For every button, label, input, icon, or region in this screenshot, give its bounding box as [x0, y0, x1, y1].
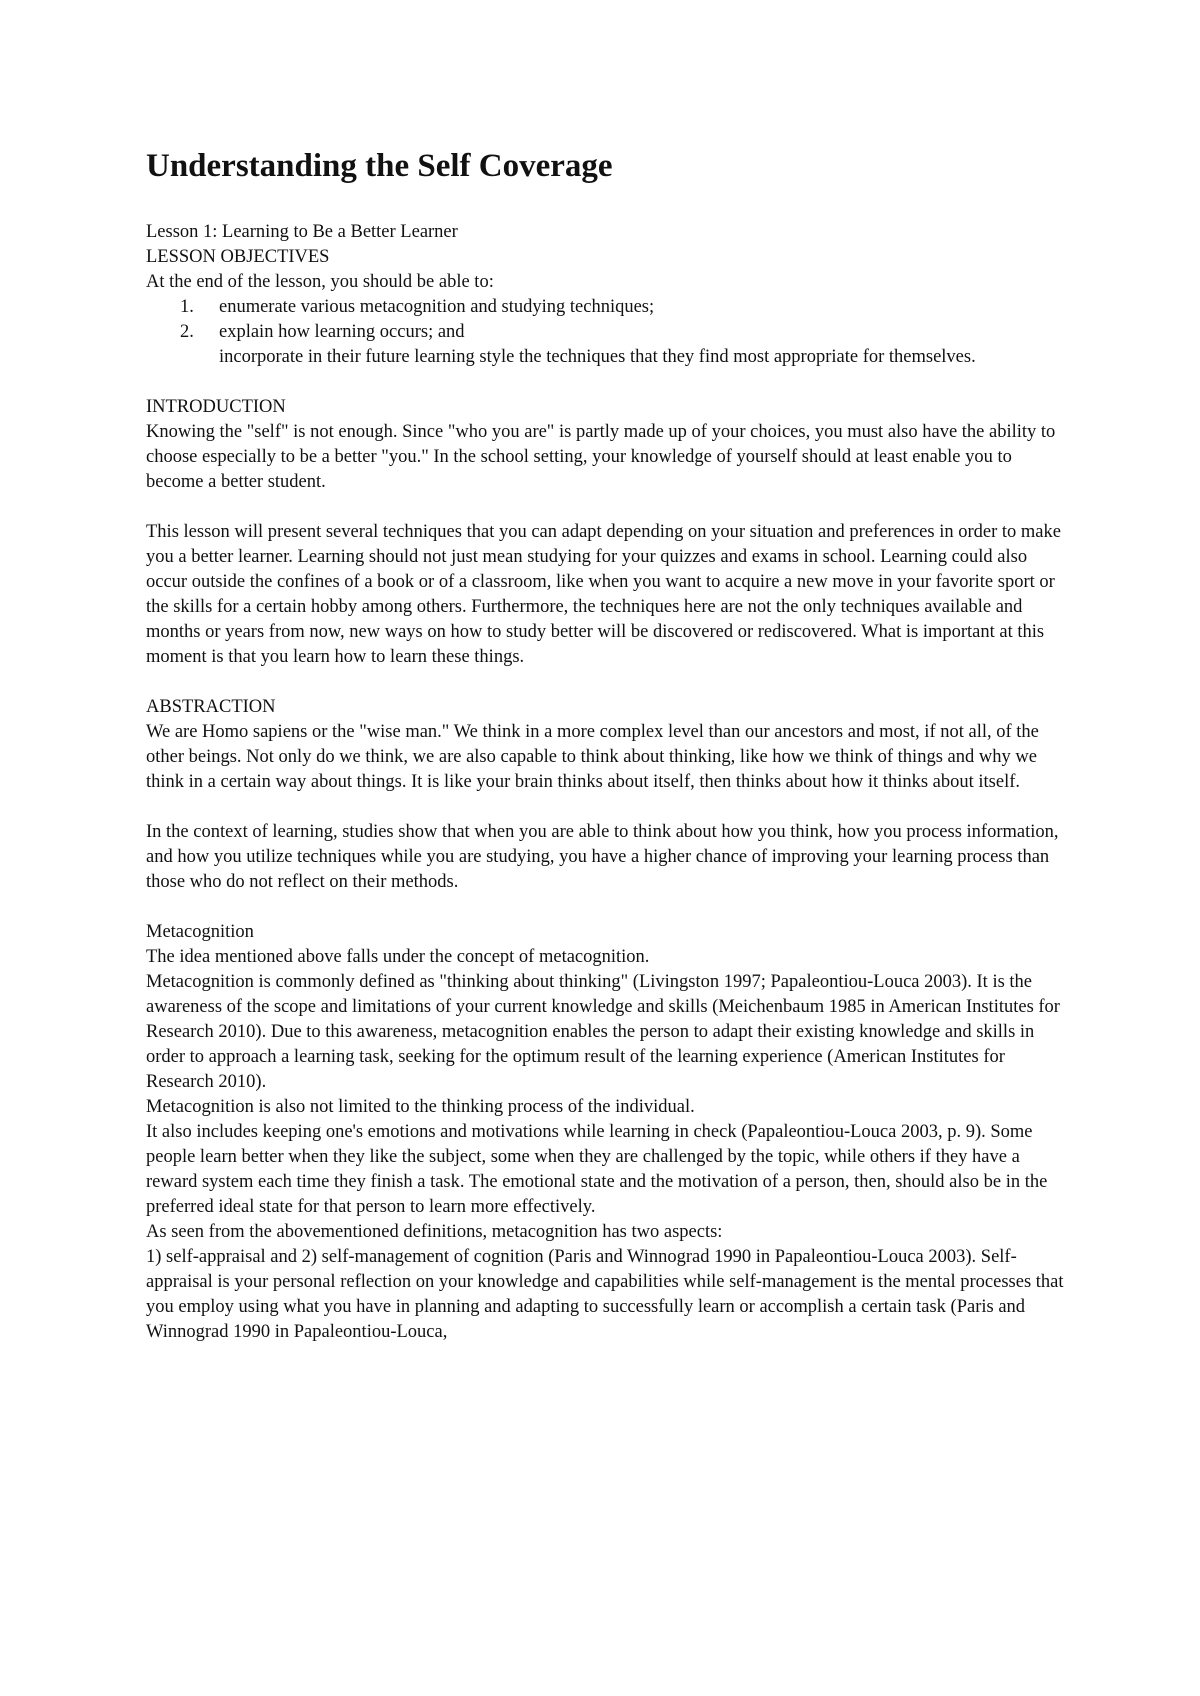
metacognition-line: Metacognition is commonly defined as "thinking about thinking" (Livingston 1997; Papaleontiou-Louca 2003). It is the awareness of the scope and limitations of your current knowledge and skills (Meichenbaum 1985 in American Institutes for Research 2010). Due to this awareness, metacognition enables the person to adapt their existing knowledge and skills in order to approach a learning task, seeking for the optimum result of the learning experience (American Institutes for Research 2010). [146, 972, 1060, 1092]
objective-item [146, 320, 1066, 345]
abstraction-paragraph-1: We are Homo sapiens or the "wise man." We think in a more complex level than our ancestors and most, if not all, of the other beings. Not only do we think, we are also capable to think about thinking, like how we think of things and why we think in a certain way about things. It is like your brain thinks about itself, then thinks about how it thinks about itself. [146, 722, 1039, 792]
metacognition-line: It also includes keeping one's emotions and motivations while learning in check (Papaleontiou-Louca 2003, p. 9). Some people learn better when they like the subject, some when they are challenged by the topic, while others if they have a reward system each time they finish a task. The emotional state and the motivation of a person, then, should also be in the preferred ideal state for that person to learn more effectively. [146, 1122, 1048, 1217]
metacognition-line: As seen from the abovementioned definitions, metacognition has two aspects: [146, 1222, 723, 1242]
objective-number: 2. [180, 322, 194, 342]
abstraction-paragraph-2: In the context of learning, studies show that when you are able to think about how you think, how you process information, and how you utilize techniques while you are studying, you have a higher chance of improving your learning process than those who do not reflect on their methods. [146, 822, 1059, 892]
lesson-title: Lesson 1: Learning to Be a Better Learner [146, 222, 458, 242]
spacer [146, 370, 1066, 395]
metacognition-line: 1) self-appraisal and 2) self-management of cognition (Paris and Winnograd 1990 in Papaleontiou-Louca 2003). Self-appraisal is your personal reflection on your knowledge and capabilities while self-management is the mental processes that you employ using what you have in planning and adapting to successfully learn or accomplish a certain task (Paris and Winnograd 1990 in Papaleontiou-Louca, [146, 1247, 1064, 1342]
objective-text: explain how learning occurs; and [219, 322, 465, 342]
introduction-heading: INTRODUCTION [146, 397, 286, 417]
introduction-paragraph-2: This lesson will present several techniques that you can adapt depending on your situation and preferences in order to make you a better learner. Learning should not just mean studying for your quizzes and exams in school. Learning could also occur outside the confines of a book or of a classroom, like when you want to acquire a new move in your favorite sport or the skills for a certain hobby among others. Furthermore, the techniques here are not the only techniques available and months or years from now, new ways on how to study better will be discovered or rediscovered. What is important at this moment is that you learn how to learn these things. [146, 522, 1061, 667]
metacognition-line: The idea mentioned above falls under the concept of metacognition. [146, 947, 650, 967]
objectives-list [146, 295, 1066, 345]
objective-continuation: incorporate in their future learning style the techniques that they find most appropriate for themselves. [219, 347, 976, 367]
objective-item [146, 295, 1066, 320]
objective-number: 1. [180, 297, 194, 317]
metacognition-heading: Metacognition [146, 922, 254, 942]
objectives-heading: LESSON OBJECTIVES [146, 247, 330, 267]
introduction-paragraph-1: Knowing the "self" is not enough. Since "who you are" is partly made up of your choices, you must also have the ability to choose especially to be a better "you." In the school setting, your knowledge of yourself should at least enable you to become a better student. [146, 422, 1056, 492]
spacer [146, 670, 1066, 695]
spacer [146, 795, 1066, 820]
abstraction-heading: ABSTRACTION [146, 697, 276, 717]
objectives-intro: At the end of the lesson, you should be able to: [146, 272, 494, 292]
document-page [146, 146, 1066, 1345]
document-title: Understanding the Self Coverage [146, 148, 613, 184]
spacer [146, 495, 1066, 520]
spacer [146, 895, 1066, 920]
metacognition-line: Metacognition is also not limited to the thinking process of the individual. [146, 1097, 695, 1117]
objective-text: enumerate various metacognition and studying techniques; [219, 297, 655, 317]
